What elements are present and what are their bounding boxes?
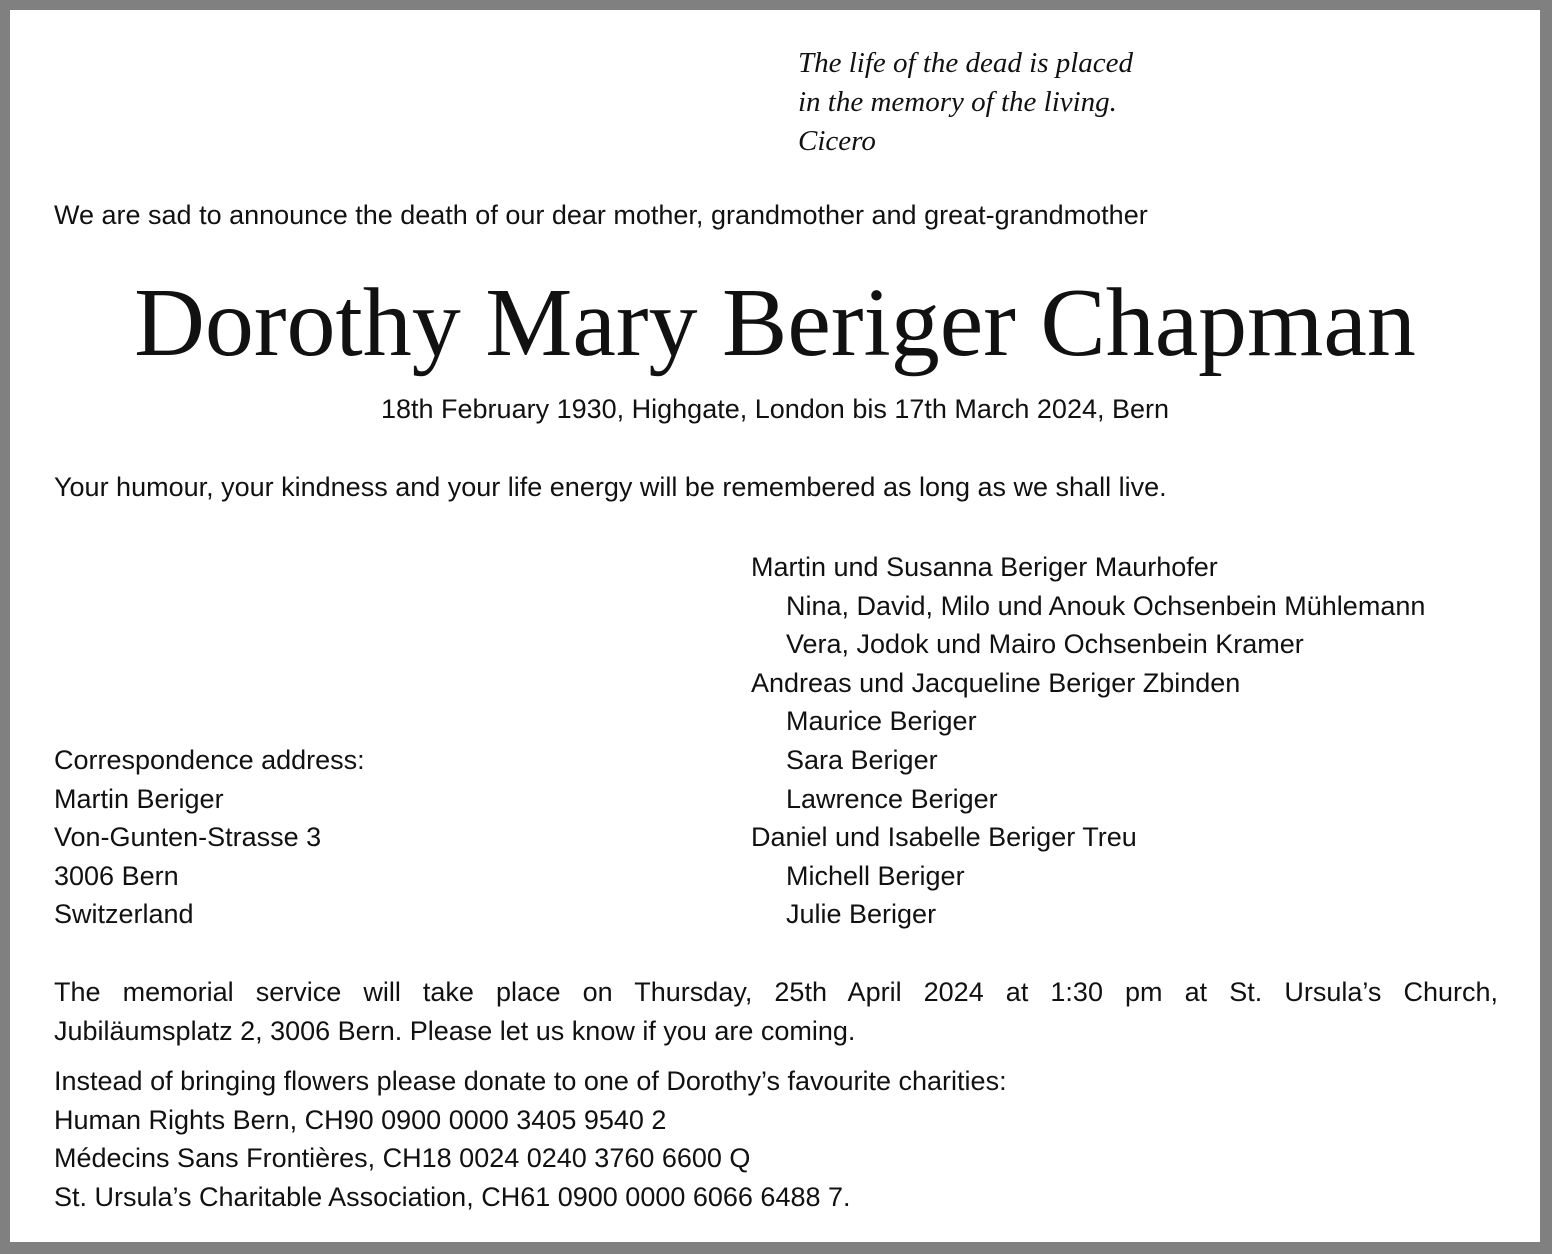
quote-line: The life of the dead is placed [798, 47, 1134, 79]
family-member: Nina, David, Milo und Anouk Ochsenbein Mühlemann [786, 590, 1426, 621]
family-member: Michell Beriger [786, 860, 965, 891]
family-member: Maurice Beriger [786, 706, 977, 737]
family-member: Lawrence Beriger [786, 783, 998, 814]
address-label: Correspondence address: [54, 745, 365, 775]
address-street: Von-Gunten-Strasse 3 [54, 822, 322, 853]
correspondence-address [54, 741, 365, 934]
charity-item: St. Ursula’s Charitable Association, CH61 0900 0000 6066 6488 7. [54, 1181, 851, 1212]
service-line: The memorial service will take place on Thursday, 25th April 2024 at 1:30 pm at St. Ursula’s Church, [54, 977, 1498, 1007]
address-name: Martin Beriger [54, 783, 224, 814]
charity-item: Médecins Sans Frontières, CH18 0024 0240 3760 6600 Q [54, 1143, 751, 1174]
family-member: Andreas und Jacqueline Beriger Zbinden [751, 667, 1241, 698]
quote-author: Cicero [798, 125, 876, 157]
donation-info [54, 1062, 1007, 1216]
family-list [751, 548, 1425, 934]
deceased-name: Dorothy Mary Beriger Chapman [134, 269, 1416, 377]
announcement-text: We are sad to announce the death of our dear mother, grandmother and great-grandmother [54, 200, 1148, 230]
family-member: Julie Beriger [786, 899, 937, 930]
memorial-service-info [54, 973, 1498, 1050]
family-member: Vera, Jodok und Mairo Ochsenbein Kramer [786, 629, 1304, 660]
address-country: Switzerland [54, 899, 194, 930]
address-city: 3006 Bern [54, 860, 179, 891]
family-member: Martin und Susanna Beriger Maurhofer [751, 552, 1218, 582]
remembrance-text: Your humour, your kindness and your life energy will be remembered as long as we shall live. [54, 472, 1167, 502]
service-line: Jubiläumsplatz 2, 3006 Bern. Please let us know if you are coming. [54, 1015, 856, 1046]
quote-line: in the memory of the living. [798, 86, 1117, 118]
epigraph-quote [798, 44, 1133, 161]
donation-intro: Instead of bringing flowers please donate to one of Dorothy’s favourite charities: [54, 1066, 1007, 1096]
life-dates: 18th February 1930, Highgate, London bis 17th March 2024, Bern [380, 394, 1170, 424]
family-member: Sara Beriger [786, 744, 938, 775]
charity-item: Human Rights Bern, CH90 0900 0000 3405 9540 2 [54, 1104, 667, 1135]
family-member: Daniel und Isabelle Beriger Treu [751, 822, 1137, 853]
obituary-notice [10, 10, 1540, 1242]
